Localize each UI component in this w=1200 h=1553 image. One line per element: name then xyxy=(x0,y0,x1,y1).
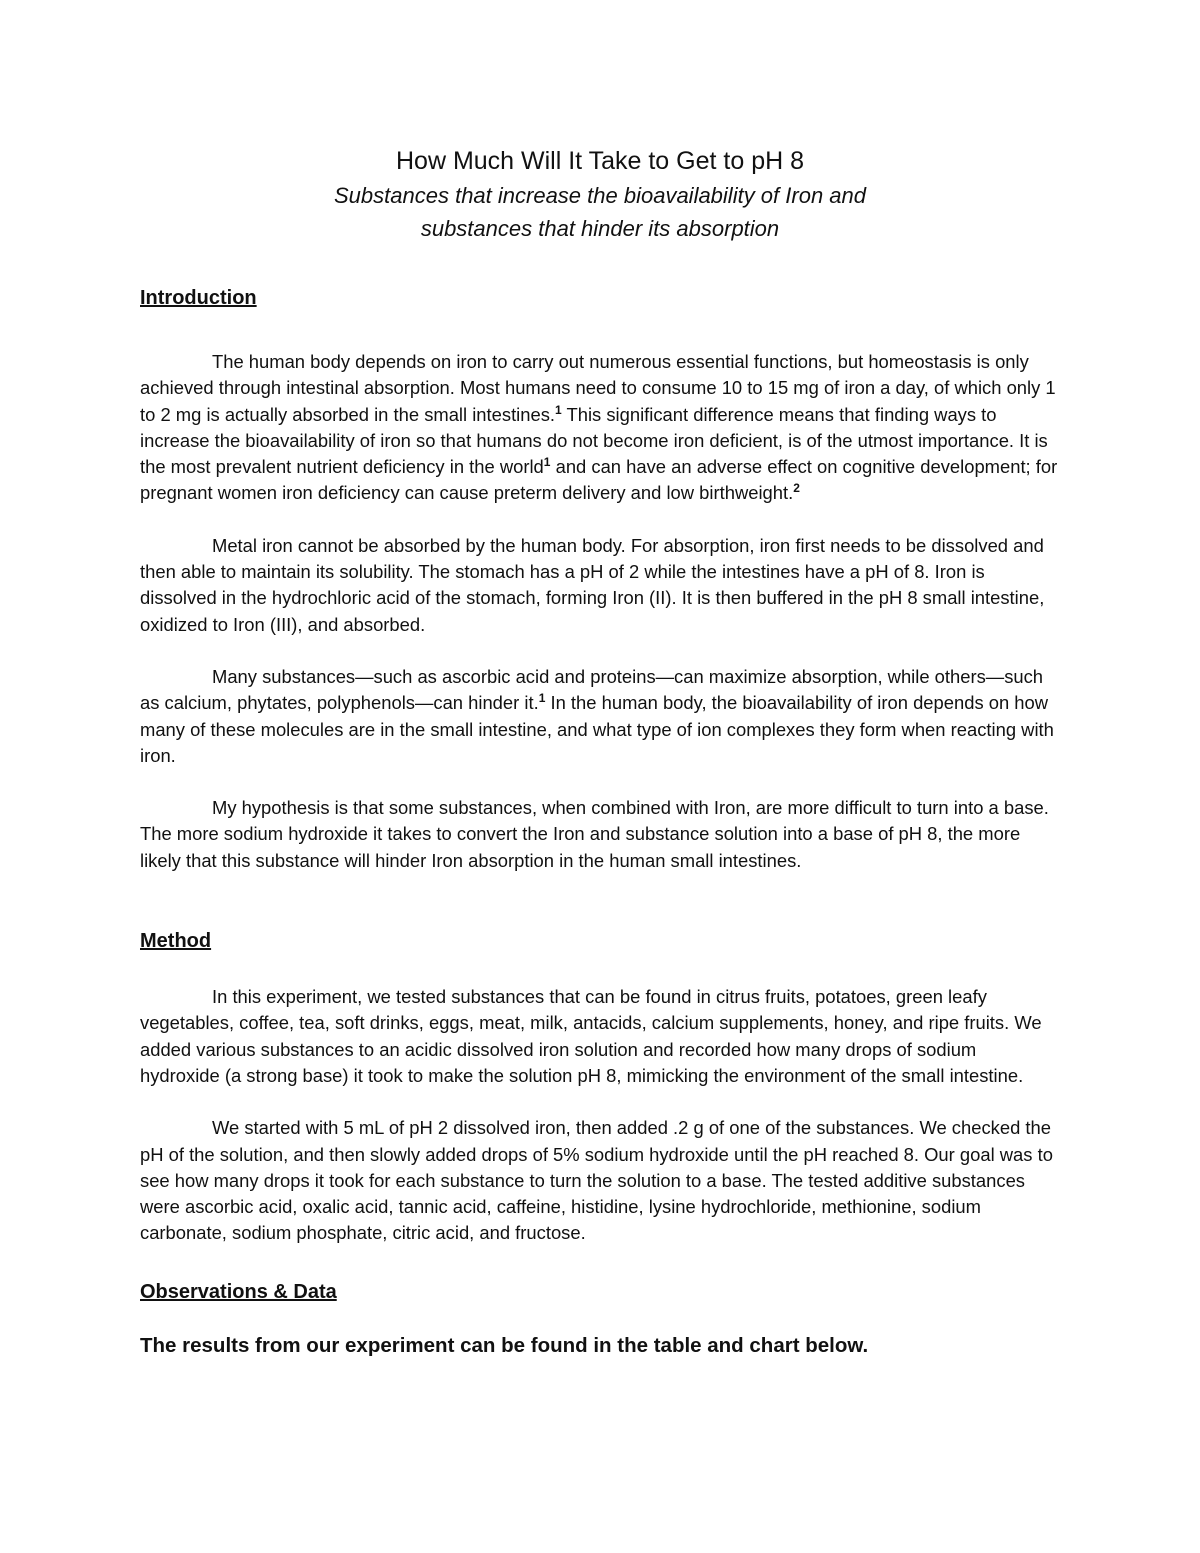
intro-p1-text-b: This significant difference means that finding ways to increase the bioavailability of iron so that humans do not become iron deficient, is of the utmost importance. It is the most prevalent nutrient deficiency in the world xyxy=(140,403,1048,478)
document-subtitle-line-1: Substances that increase the bioavailability of Iron and xyxy=(334,183,866,208)
results-statement: The results from our experiment can be found in the table and chart below. xyxy=(140,1333,869,1357)
document-title: How Much Will It Take to Get to pH 8 xyxy=(395,147,805,175)
hypothesis-paragraph: My hypothesis is that some substances, when combined with Iron, are more difficult to turn into a base. The more sodium hydroxide it takes to convert the Iron and substance solution into a base of pH 8, the more likely that this substance will hinder Iron absorption in the human small intestines. xyxy=(140,797,1049,871)
document-body xyxy=(140,143,1060,1361)
method-paragraph-1: In this experiment, we tested substances that can be found in citrus fruits, potatoes, green leafy vegetables, coffee, tea, soft drinks, eggs, meat, milk, antacids, calcium supplements, honey, and ripe fruits. We added various substances to an acidic dissolved iron solution and recorded how many drops of sodium hydroxide (a strong base) it took to make the solution pH 8, mimicking the environment of the small intestine. xyxy=(140,986,1042,1086)
footnote-ref: 1 xyxy=(543,455,551,470)
method-paragraph-2: We started with 5 mL of pH 2 dissolved iron, then added .2 g of one of the substances. We checked the pH of the solution, and then slowly added drops of 5% sodium hydroxide until the pH reached 8. Our goal was to see how many drops it took for each substance to turn the solution to a base. The tested additive substances were ascorbic acid, oxalic acid, tannic acid, caffeine, histidine, lysine hydrochloride, methionine, sodium carbonate, sodium phosphate, citric acid, and fructose. xyxy=(140,1117,1053,1244)
document-subtitle-line-2: substances that hinder its absorption xyxy=(420,216,780,241)
footnote-ref: 2 xyxy=(793,481,800,496)
footnote-ref: 1 xyxy=(538,691,546,706)
method-heading: Method xyxy=(140,930,212,953)
footnote-ref: 1 xyxy=(555,402,562,417)
intro-p1-text-c: and can have an adverse effect on cognitive development; for pregnant women iron deficiency can cause preterm delivery and low birthweight. xyxy=(140,456,1058,504)
intro-p3-text-b: In the human body, the bioavailability of iron depends on how many of these molecules are in the small intestine, and what type of ion complexes they form when reacting with iron. xyxy=(140,692,1054,766)
observations-heading: Observations & Data xyxy=(140,1280,337,1303)
introduction-heading: Introduction xyxy=(140,287,257,309)
intro-p1-text-a: The human body depends on iron to carry out numerous essential functions, but homeostasis is only achieved through intestinal absorption. Most humans need to consume 10 to 15 mg of iron a day, of which only 1 to 2 mg is actually absorbed in the small intestines. xyxy=(140,351,1056,425)
intro-p3-text-a: Many substances—such as ascorbic acid and proteins—can maximize absorption, while others—such as calcium, phytates, polyphenols—can hinder it. xyxy=(140,665,1044,714)
introduction-paragraph-1 xyxy=(140,349,1060,507)
introduction-paragraph-3 xyxy=(140,664,1060,769)
introduction-paragraph-2: Metal iron cannot be absorbed by the human body. For absorption, iron first needs to be dissolved and then able to maintain its solubility. The stomach has a pH of 2 while the intestines have a pH of 8. Iron is dissolved in the hydrochloric acid of the stomach, forming Iron (II). It is then buffered in the pH 8 small intestine, oxidized to Iron (III), and absorbed. xyxy=(140,534,1045,635)
